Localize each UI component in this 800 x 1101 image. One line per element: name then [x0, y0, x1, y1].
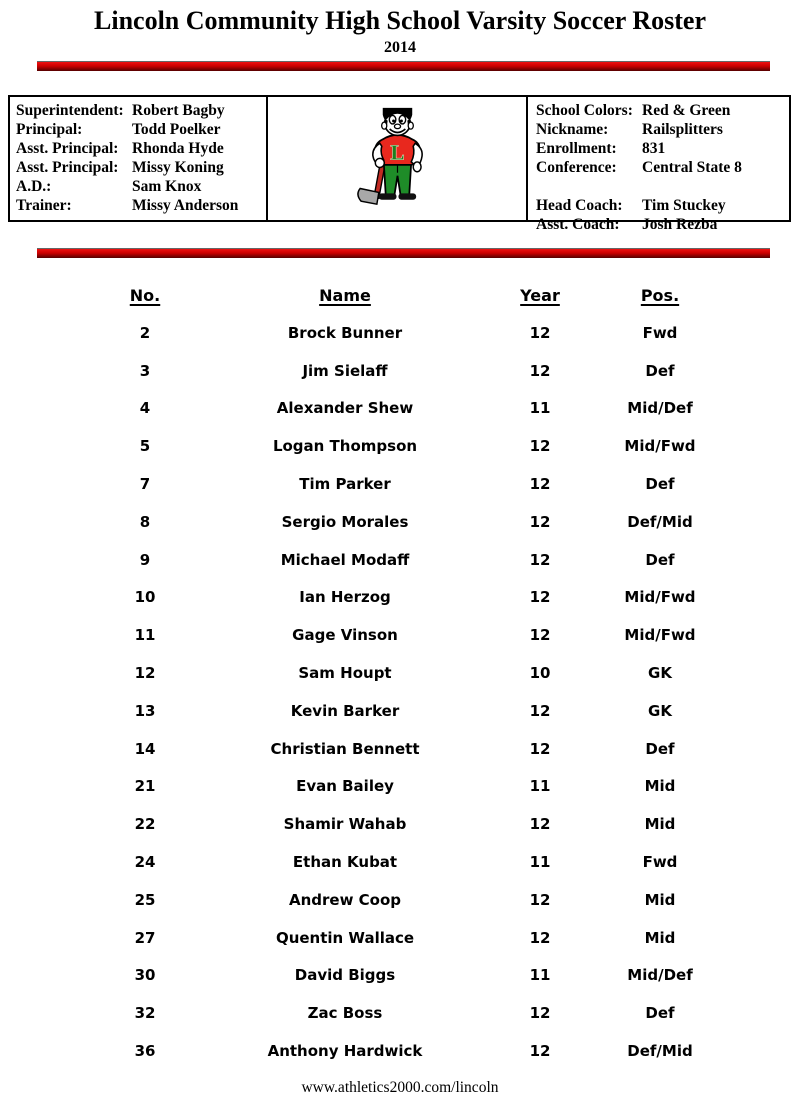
- player-no: 30: [134, 966, 156, 985]
- staff-row-label: Trainer:: [16, 197, 72, 214]
- school-info-row-label: Head Coach:: [536, 197, 623, 214]
- player-name: Evan Bailey: [296, 777, 394, 796]
- school-info-row-value: Josh Rezba: [642, 216, 718, 233]
- staff-row-label: Asst. Principal:: [16, 140, 119, 157]
- school-info-row: [536, 120, 785, 139]
- player-pos: Fwd: [642, 323, 678, 342]
- player-name: Christian Bennett: [270, 739, 420, 758]
- player-name: Kevin Barker: [290, 701, 400, 720]
- roster-row: [90, 390, 730, 428]
- player-no: 5: [139, 437, 151, 456]
- player-year: 12: [529, 1042, 551, 1061]
- player-no: 8: [139, 512, 151, 531]
- player-pos: Mid/Def: [627, 966, 693, 985]
- mascot-letter: L: [390, 141, 405, 164]
- player-no: 12: [134, 664, 156, 683]
- player-year: 12: [529, 739, 551, 758]
- school-info-row-label: Nickname:: [536, 121, 609, 138]
- column-header-year: Year: [520, 285, 560, 305]
- school-info-row-label: Enrollment:: [536, 140, 617, 157]
- mascot-cell: [268, 97, 528, 220]
- railsplitter-mascot-icon: [349, 103, 445, 215]
- player-name: Zac Boss: [307, 1004, 383, 1023]
- staff-row: [16, 139, 262, 158]
- player-year: 12: [529, 701, 551, 720]
- school-info-list: [528, 97, 789, 233]
- roster-row: [90, 541, 730, 579]
- player-no: 3: [139, 361, 151, 380]
- roster-row: [90, 919, 730, 957]
- school-info-row: [536, 196, 785, 215]
- player-no: 27: [134, 928, 156, 947]
- player-no: 14: [134, 739, 156, 758]
- staff-row: [16, 101, 262, 120]
- school-info-row-value: Tim Stuckey: [642, 197, 726, 214]
- player-name: Sergio Morales: [281, 512, 409, 531]
- player-no: 2: [139, 323, 151, 342]
- column-header-name: Name: [319, 285, 371, 305]
- divider-bar-top: [37, 61, 770, 71]
- player-pos: Mid/Def: [627, 399, 693, 418]
- school-info-row-value: Railsplitters: [642, 121, 723, 138]
- staff-row: [16, 120, 262, 139]
- player-no: 11: [134, 626, 156, 645]
- staff-row-label: Asst. Principal:: [16, 159, 119, 176]
- roster-table: [90, 276, 730, 1070]
- roster-row: [90, 314, 730, 352]
- player-pos: Mid/Fwd: [624, 626, 696, 645]
- staff-row-label: Superintendent:: [16, 102, 124, 119]
- info-box: [8, 95, 791, 233]
- school-info-row-label: Asst. Coach:: [536, 216, 620, 233]
- player-no: 4: [139, 399, 151, 418]
- player-year: 12: [529, 550, 551, 569]
- player-year: 12: [529, 1004, 551, 1023]
- player-no: 32: [134, 1004, 156, 1023]
- page-title: Lincoln Community High School Varsity Soccer Roster: [94, 6, 706, 35]
- player-pos: Def/Mid: [627, 512, 693, 531]
- roster-row: [90, 994, 730, 1032]
- player-no: 24: [134, 853, 156, 872]
- school-info-row-value: Central State 8: [642, 159, 742, 176]
- roster-row: [90, 427, 730, 465]
- player-year: 11: [529, 966, 551, 985]
- school-info-row-label: School Colors:: [536, 102, 633, 119]
- player-year: 11: [529, 853, 551, 872]
- school-info-row: [536, 177, 785, 196]
- player-pos: GK: [648, 664, 672, 683]
- staff-row: [16, 196, 262, 215]
- season-year: 2014: [384, 39, 416, 56]
- player-year: 10: [529, 664, 551, 683]
- roster-row: [90, 579, 730, 617]
- player-name: Jim Sielaff: [302, 361, 388, 380]
- player-year: 12: [529, 588, 551, 607]
- player-pos: Mid: [644, 777, 676, 796]
- player-name: Ethan Kubat: [292, 853, 398, 872]
- player-year: 12: [529, 361, 551, 380]
- roster-row: [90, 730, 730, 768]
- player-no: 21: [134, 777, 156, 796]
- staff-row: [16, 177, 262, 196]
- player-year: 12: [529, 437, 551, 456]
- staff-row-value: Missy Koning: [132, 159, 224, 176]
- player-name: Alexander Shew: [276, 399, 414, 418]
- player-name: Anthony Hardwick: [267, 1042, 423, 1061]
- staff-row-value: Robert Bagby: [132, 102, 225, 119]
- player-pos: Def: [645, 550, 675, 569]
- player-name: Logan Thompson: [272, 437, 418, 456]
- player-name: Ian Herzog: [299, 588, 391, 607]
- player-pos: Def: [645, 361, 675, 380]
- staff-list: [10, 97, 268, 220]
- roster-row: [90, 957, 730, 995]
- staff-row-value: Missy Anderson: [132, 197, 239, 214]
- school-info-row: [536, 158, 785, 177]
- player-year: 12: [529, 928, 551, 947]
- staff-row-label: A.D.:: [16, 178, 52, 195]
- player-pos: GK: [648, 701, 672, 720]
- player-name: Michael Modaff: [280, 550, 410, 569]
- roster-row: [90, 465, 730, 503]
- column-header-no: No.: [129, 285, 161, 305]
- player-pos: Mid/Fwd: [624, 437, 696, 456]
- roster-row: [90, 881, 730, 919]
- school-info-row-value: Red & Green: [642, 102, 731, 119]
- player-name: Brock Bunner: [287, 323, 403, 342]
- player-no: 25: [134, 890, 156, 909]
- player-year: 12: [529, 475, 551, 494]
- player-no: 9: [139, 550, 151, 569]
- player-year: 11: [529, 399, 551, 418]
- roster-row: [90, 503, 730, 541]
- player-name: Sam Houpt: [298, 664, 392, 683]
- roster-row: [90, 616, 730, 654]
- player-pos: Def: [645, 739, 675, 758]
- school-info-row-label: [536, 177, 642, 196]
- roster-row: [90, 843, 730, 881]
- player-name: Tim Parker: [299, 475, 391, 494]
- player-no: 7: [139, 475, 151, 494]
- school-info-row: [536, 215, 785, 234]
- school-info-row: [536, 101, 785, 120]
- divider-bar-bottom: [37, 248, 770, 258]
- roster-body: [90, 314, 730, 1070]
- school-info-row-value: 831: [642, 140, 666, 157]
- player-year: 12: [529, 890, 551, 909]
- player-pos: Mid: [644, 928, 676, 947]
- staff-row-value: Sam Knox: [132, 178, 202, 195]
- roster-row: [90, 805, 730, 843]
- roster-row: [90, 1032, 730, 1070]
- player-year: 12: [529, 626, 551, 645]
- player-pos: Fwd: [642, 853, 678, 872]
- player-year: 12: [529, 512, 551, 531]
- roster-header-row: [90, 276, 730, 314]
- player-pos: Def: [645, 475, 675, 494]
- player-pos: Def/Mid: [627, 1042, 693, 1061]
- player-no: 10: [134, 588, 156, 607]
- school-info-row: [536, 139, 785, 158]
- player-pos: Mid: [644, 815, 676, 834]
- player-year: 12: [529, 323, 551, 342]
- staff-row-label: Principal:: [16, 121, 83, 138]
- player-pos: Def: [645, 1004, 675, 1023]
- roster-row: [90, 352, 730, 390]
- roster-row: [90, 768, 730, 806]
- player-year: 11: [529, 777, 551, 796]
- player-name: Quentin Wallace: [275, 928, 415, 947]
- player-no: 13: [134, 701, 156, 720]
- player-name: Shamir Wahab: [283, 815, 407, 834]
- player-name: Gage Vinson: [292, 626, 398, 645]
- player-name: Andrew Coop: [288, 890, 402, 909]
- player-year: 12: [529, 815, 551, 834]
- roster-row: [90, 692, 730, 730]
- school-info-row-label: Conference:: [536, 159, 617, 176]
- footer-url: www.athletics2000.com/lincoln: [301, 1079, 499, 1096]
- roster-row: [90, 654, 730, 692]
- column-header-pos: Pos.: [640, 285, 680, 305]
- staff-row: [16, 158, 262, 177]
- staff-row-value: Rhonda Hyde: [132, 140, 224, 157]
- player-name: David Biggs: [294, 966, 396, 985]
- player-no: 36: [134, 1042, 156, 1061]
- staff-row-value: Todd Poelker: [132, 121, 221, 138]
- player-no: 22: [134, 815, 156, 834]
- player-pos: Mid/Fwd: [624, 588, 696, 607]
- player-pos: Mid: [644, 890, 676, 909]
